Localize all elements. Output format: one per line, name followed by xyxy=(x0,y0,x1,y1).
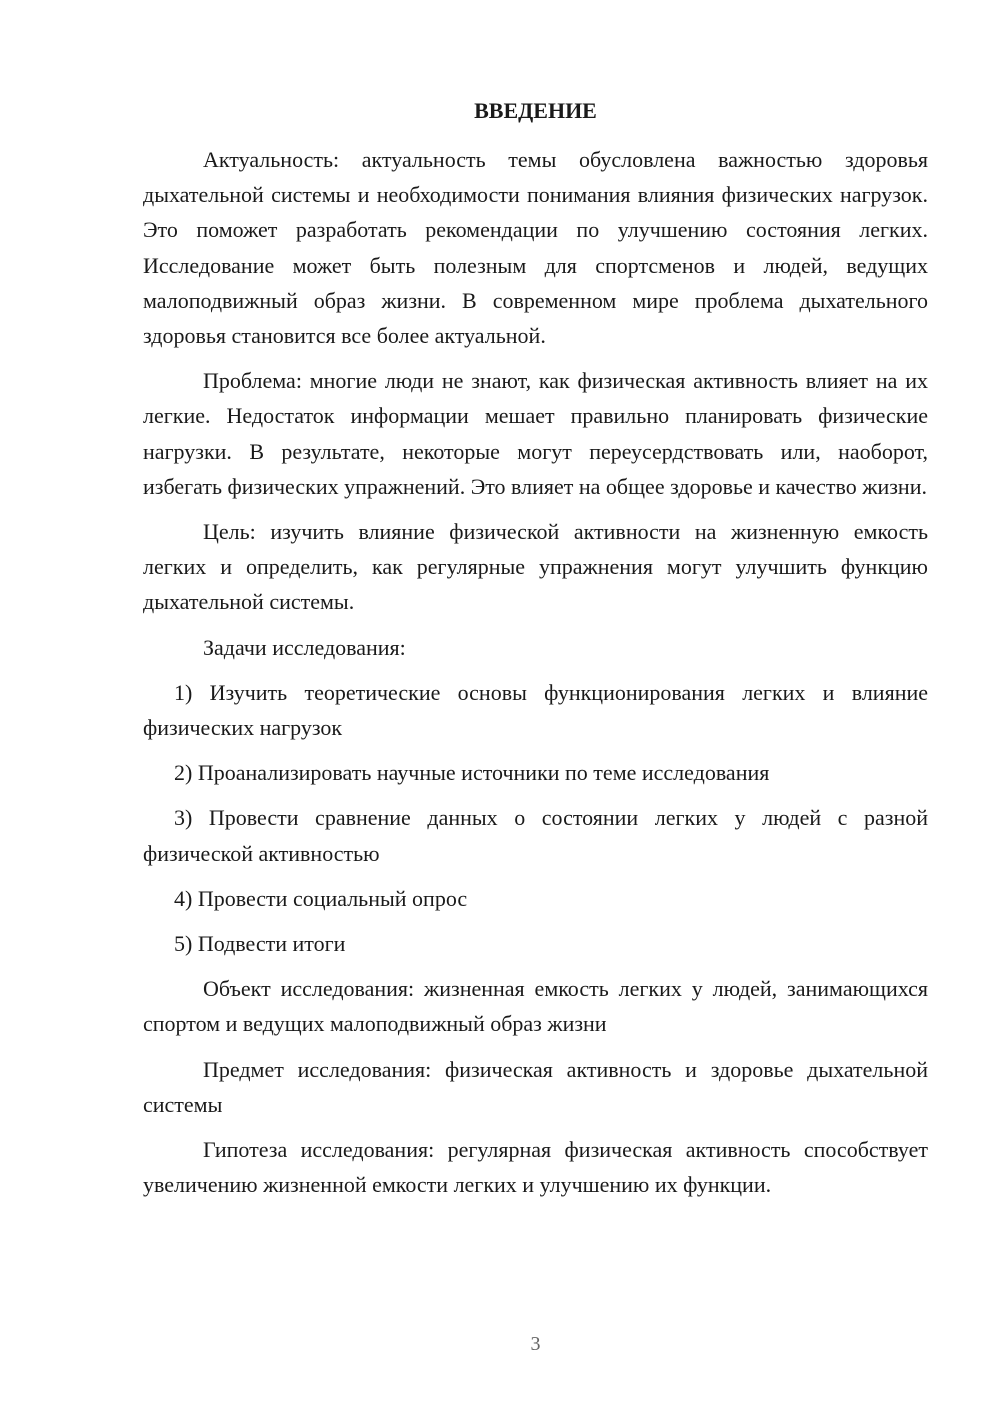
task-item-4: 4) Провести социальный опрос xyxy=(174,885,468,911)
tasks-heading: Задачи исследования: xyxy=(203,634,406,660)
hypothesis-paragraph: Гипотеза исследования: регулярная физическая активность способствует увеличению жизненной емкости легких и улучшению их функции. xyxy=(143,1137,928,1198)
page-number: 3 xyxy=(530,1333,541,1355)
relevance-paragraph: Актуальность: актуальность темы обусловлена важностью здоровья дыхательной системы и необходимости понимания влияния физических нагрузок. Это поможет разработать рекомендации по улучшению состояния легких. Исследование может быть полезным для спортсменов и людей, ведущих малоподвижный образ жизни. В современном мире проблема дыхательного здоровья становится все более актуальной. xyxy=(143,147,928,349)
problem-paragraph: Проблема: многие люди не знают, как физическая активность влияет на их легкие. Недостаток информации мешает правильно планировать физические нагрузки. В результате, некоторые могут переусердствовать или, наоборот, избегать физических упражнений. Это влияет на общее здоровье и качество жизни. xyxy=(143,368,928,499)
subject-paragraph: Предмет исследования: физическая активность и здоровье дыхательной системы xyxy=(143,1056,928,1117)
goal-paragraph: Цель: изучить влияние физической активности на жизненную емкость легких и определить, как регулярные упражнения могут улучшить функцию дыхательной системы. xyxy=(143,519,928,615)
task-item-5: 5) Подвести итоги xyxy=(174,931,346,957)
document-page xyxy=(143,95,928,1212)
task-item-1: 1) Изучить теоретические основы функционирования легких и влияние физических нагрузок xyxy=(143,679,928,741)
task-item-2: 2) Проанализировать научные источники по теме исследования xyxy=(174,760,770,786)
object-paragraph: Объект исследования: жизненная емкость легких у людей, занимающихся спортом и ведущих малоподвижный образ жизни xyxy=(143,976,928,1037)
task-item-3: 3) Провести сравнение данных о состоянии легких у людей с разной физической активностью xyxy=(143,805,928,866)
page-title: ВВЕДЕНИЕ xyxy=(474,98,597,123)
